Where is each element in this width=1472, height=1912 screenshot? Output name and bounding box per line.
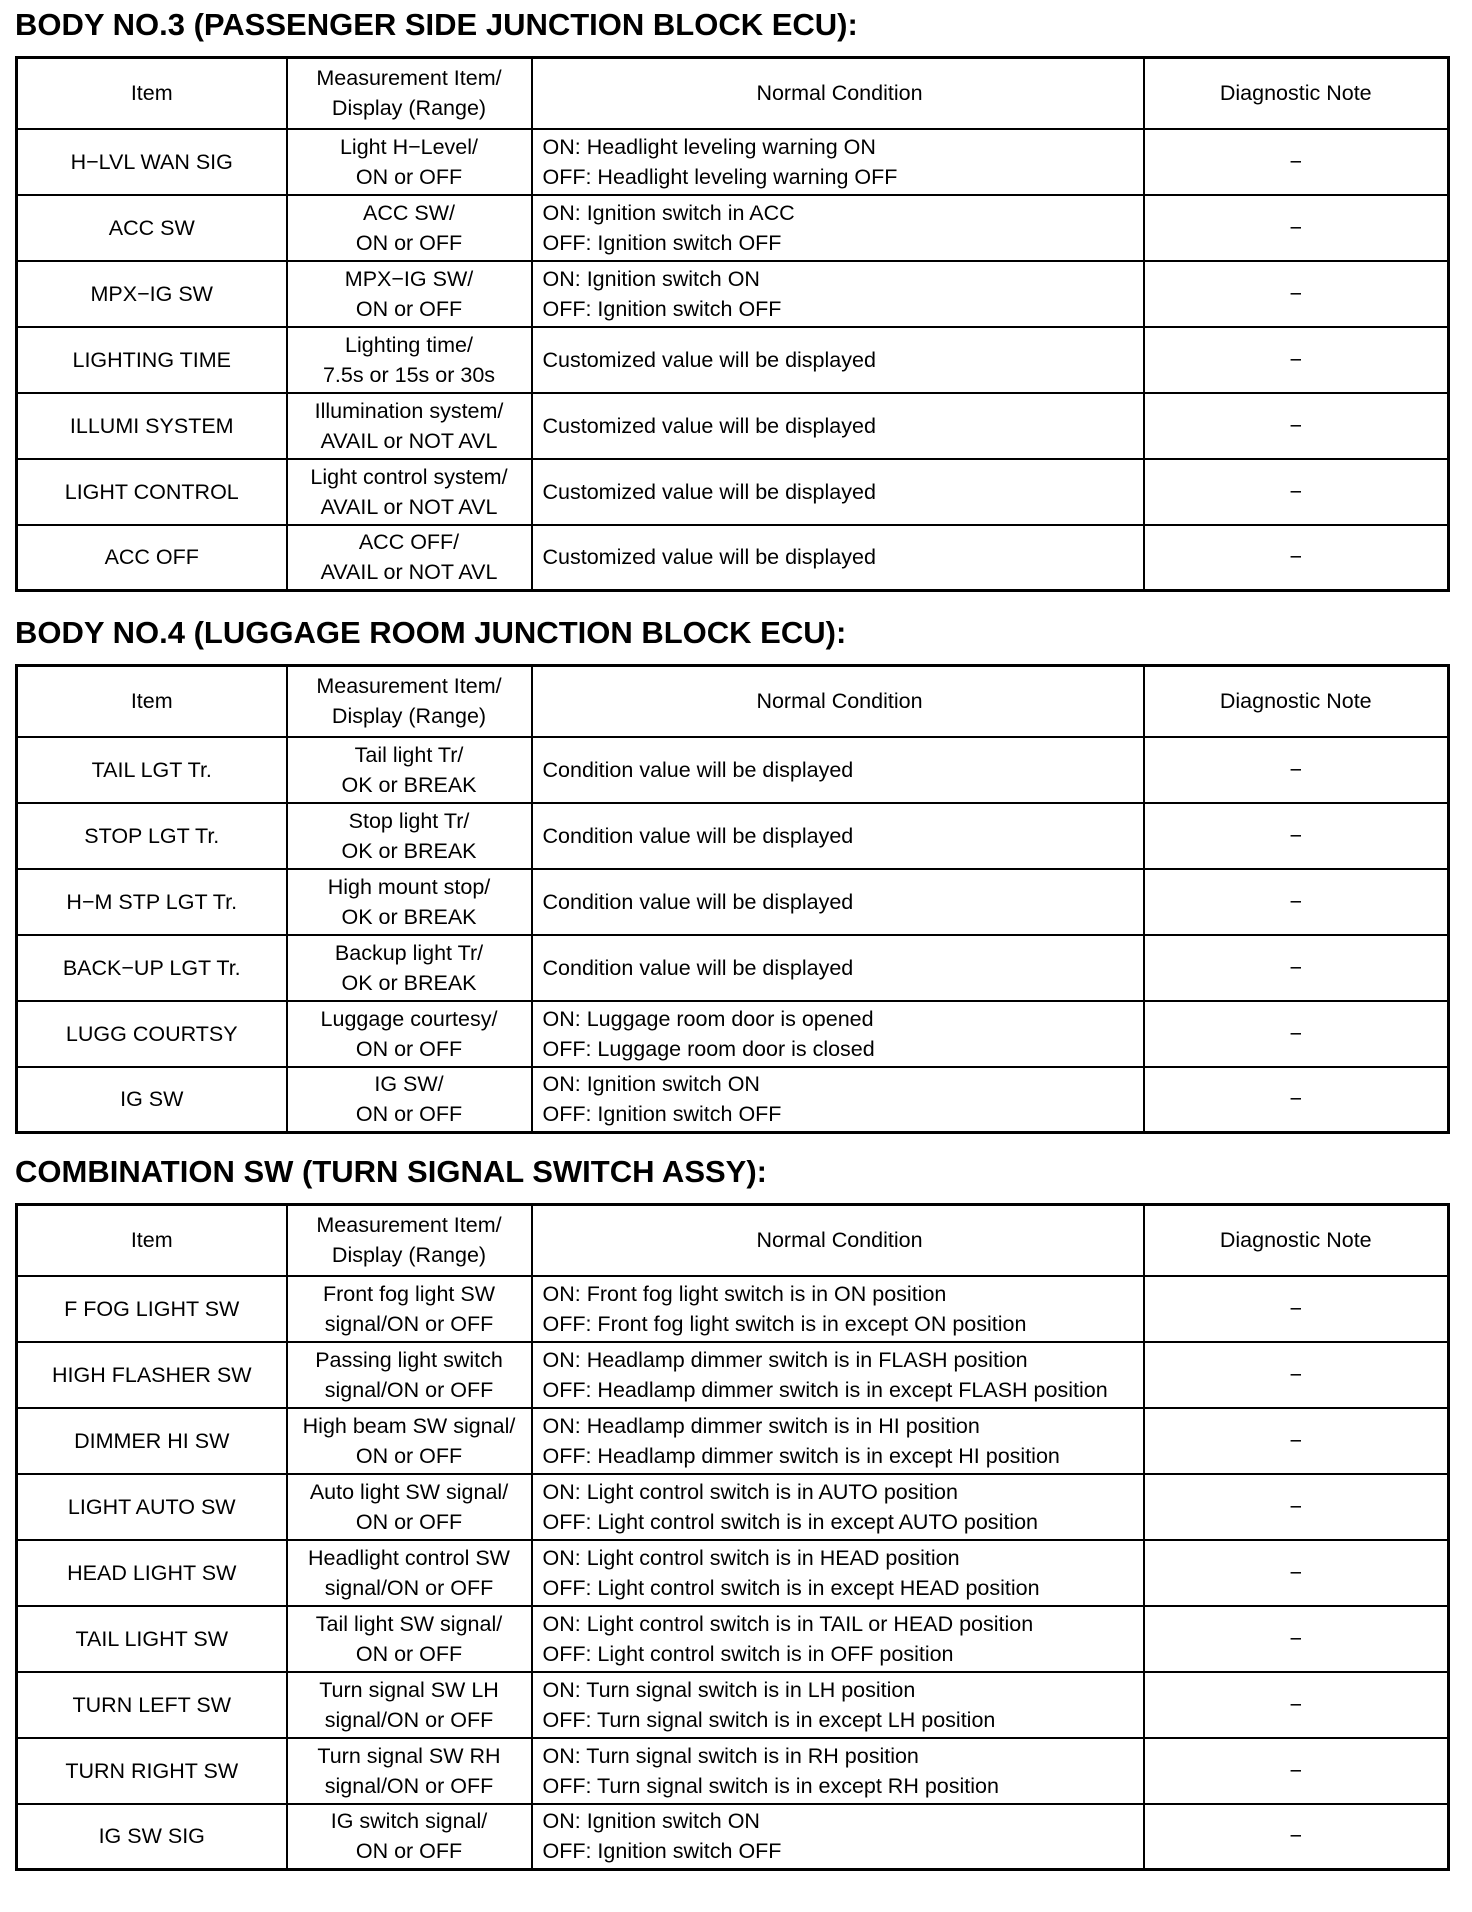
normal-condition-line: ON: Ignition switch ON xyxy=(542,266,760,291)
measurement-line: High beam SW signal/ xyxy=(302,1413,516,1438)
cell-measurement xyxy=(287,1804,532,1870)
header-measurement-line: Display (Range) xyxy=(331,704,487,729)
cell-diagnostic-note: − xyxy=(1144,327,1449,393)
normal-condition-line: Customized value will be displayed xyxy=(542,479,876,504)
normal-condition-line: ON: Ignition switch in ACC xyxy=(542,200,795,225)
cell-normal-condition xyxy=(532,261,1144,327)
measurement-line: OK or BREAK xyxy=(341,772,477,797)
table-row xyxy=(17,935,1449,1001)
cell-item: MPX−IG SW xyxy=(17,261,287,327)
table-header-row xyxy=(17,1205,1449,1276)
cell-measurement xyxy=(287,1672,532,1738)
table-row xyxy=(17,1342,1449,1408)
cell-item: HEAD LIGHT SW xyxy=(17,1540,287,1606)
normal-condition-line: OFF: Ignition switch OFF xyxy=(542,230,782,255)
cell-item: H−M STP LGT Tr. xyxy=(17,869,287,935)
header-item: Item xyxy=(17,1205,287,1276)
cell-diagnostic-note: − xyxy=(1144,1001,1449,1067)
cell-diagnostic-note: − xyxy=(1144,869,1449,935)
table-row xyxy=(17,1672,1449,1738)
cell-item: TURN RIGHT SW xyxy=(17,1738,287,1804)
cell-measurement xyxy=(287,129,532,195)
cell-diagnostic-note: − xyxy=(1144,1672,1449,1738)
measurement-line: Stop light Tr/ xyxy=(348,808,470,833)
normal-condition-line: OFF: Luggage room door is closed xyxy=(542,1036,875,1061)
header-measurement xyxy=(287,1205,532,1276)
cell-measurement xyxy=(287,1606,532,1672)
header-measurement-line: Display (Range) xyxy=(331,96,487,121)
data-list-table xyxy=(15,1203,1450,1871)
measurement-line: ACC OFF/ xyxy=(358,530,460,555)
normal-condition-line: OFF: Headlamp dimmer switch is in except FLASH position xyxy=(542,1377,1108,1402)
cell-diagnostic-note: − xyxy=(1144,1540,1449,1606)
cell-item: TAIL LIGHT SW xyxy=(17,1606,287,1672)
cell-item: LIGHT CONTROL xyxy=(17,459,287,525)
measurement-line: 7.5s or 15s or 30s xyxy=(322,362,496,387)
normal-condition-line: OFF: Turn signal switch is in except LH position xyxy=(542,1707,996,1732)
cell-normal-condition xyxy=(532,525,1144,591)
measurement-line: IG switch signal/ xyxy=(330,1809,488,1834)
cell-item: H−LVL WAN SIG xyxy=(17,129,287,195)
header-measurement-line: Measurement Item/ xyxy=(316,1213,502,1238)
header-measurement-line: Measurement Item/ xyxy=(316,66,502,91)
cell-diagnostic-note: − xyxy=(1144,129,1449,195)
cell-item: BACK−UP LGT Tr. xyxy=(17,935,287,1001)
cell-normal-condition xyxy=(532,1342,1144,1408)
normal-condition-line: ON: Light control switch is in AUTO position xyxy=(542,1479,958,1504)
table-row xyxy=(17,1474,1449,1540)
header-diagnostic-note: Diagnostic Note xyxy=(1144,58,1449,129)
cell-item: LIGHT AUTO SW xyxy=(17,1474,287,1540)
measurement-line: Auto light SW signal/ xyxy=(309,1479,509,1504)
cell-diagnostic-note: − xyxy=(1144,1276,1449,1342)
cell-diagnostic-note: − xyxy=(1144,1067,1449,1133)
normal-condition-line: Condition value will be displayed xyxy=(542,823,854,848)
measurement-line: OK or BREAK xyxy=(341,970,477,995)
normal-condition-line: Condition value will be displayed xyxy=(542,889,854,914)
normal-condition-line: OFF: Ignition switch OFF xyxy=(542,296,782,321)
cell-measurement xyxy=(287,1474,532,1540)
table-row xyxy=(17,459,1449,525)
table-row xyxy=(17,1606,1449,1672)
normal-condition-line: OFF: Front fog light switch is in except ON position xyxy=(542,1311,1027,1336)
cell-normal-condition xyxy=(532,1001,1144,1067)
header-normal-condition: Normal Condition xyxy=(532,1205,1144,1276)
measurement-line: Front fog light SW xyxy=(322,1281,496,1306)
cell-diagnostic-note: − xyxy=(1144,1342,1449,1408)
normal-condition-line: OFF: Light control switch is in OFF position xyxy=(542,1641,954,1666)
table-row xyxy=(17,129,1449,195)
measurement-line: AVAIL or NOT AVL xyxy=(320,560,498,585)
data-list-table xyxy=(15,664,1450,1134)
cell-normal-condition xyxy=(532,1067,1144,1133)
header-normal-condition: Normal Condition xyxy=(532,666,1144,737)
table-row xyxy=(17,261,1449,327)
cell-normal-condition xyxy=(532,459,1144,525)
cell-diagnostic-note: − xyxy=(1144,1606,1449,1672)
cell-normal-condition xyxy=(532,195,1144,261)
measurement-line: OK or BREAK xyxy=(341,838,477,863)
section-title: BODY NO.3 (PASSENGER SIDE JUNCTION BLOCK ECU): xyxy=(15,7,858,42)
measurement-line: Tail light SW signal/ xyxy=(315,1611,503,1636)
measurement-line: OK or BREAK xyxy=(341,904,477,929)
section-title: COMBINATION SW (TURN SIGNAL SWITCH ASSY): xyxy=(15,1154,767,1189)
data-list-table xyxy=(15,56,1450,592)
table-row xyxy=(17,327,1449,393)
cell-item: ACC OFF xyxy=(17,525,287,591)
cell-measurement xyxy=(287,737,532,803)
measurement-line: Lighting time/ xyxy=(345,332,473,357)
cell-measurement xyxy=(287,327,532,393)
cell-normal-condition xyxy=(532,935,1144,1001)
cell-diagnostic-note: − xyxy=(1144,261,1449,327)
header-measurement-line: Measurement Item/ xyxy=(316,674,502,699)
cell-normal-condition xyxy=(532,1540,1144,1606)
cell-normal-condition xyxy=(532,327,1144,393)
normal-condition-line: ON: Headlamp dimmer switch is in FLASH position xyxy=(542,1347,1028,1372)
cell-item: F FOG LIGHT SW xyxy=(17,1276,287,1342)
measurement-line: Light control system/ xyxy=(310,464,508,489)
cell-item: LIGHTING TIME xyxy=(17,327,287,393)
measurement-line: High mount stop/ xyxy=(327,874,491,899)
normal-condition-line: ON: Light control switch is in TAIL or HEAD position xyxy=(542,1611,1034,1636)
header-measurement xyxy=(287,58,532,129)
measurement-line: ON or OFF xyxy=(355,1036,463,1061)
cell-measurement xyxy=(287,803,532,869)
measurement-line: ACC SW/ xyxy=(363,200,455,225)
header-measurement xyxy=(287,666,532,737)
table-row xyxy=(17,1067,1449,1133)
measurement-line: signal/ON or OFF xyxy=(324,1773,494,1798)
cell-measurement xyxy=(287,1001,532,1067)
measurement-line: ON or OFF xyxy=(355,1102,463,1127)
cell-measurement xyxy=(287,459,532,525)
measurement-line: ON or OFF xyxy=(355,1839,463,1864)
measurement-line: MPX−IG SW/ xyxy=(344,266,474,291)
normal-condition-line: Condition value will be displayed xyxy=(542,757,854,782)
measurement-line: ON or OFF xyxy=(355,1641,463,1666)
cell-normal-condition xyxy=(532,1804,1144,1870)
cell-normal-condition xyxy=(532,129,1144,195)
measurement-line: signal/ON or OFF xyxy=(324,1707,494,1732)
cell-diagnostic-note: − xyxy=(1144,737,1449,803)
section-title: BODY NO.4 (LUGGAGE ROOM JUNCTION BLOCK ECU): xyxy=(15,615,847,650)
normal-condition-line: ON: Luggage room door is opened xyxy=(542,1006,874,1031)
table-row xyxy=(17,525,1449,591)
measurement-line: AVAIL or NOT AVL xyxy=(320,428,498,453)
cell-diagnostic-note: − xyxy=(1144,1738,1449,1804)
cell-diagnostic-note: − xyxy=(1144,393,1449,459)
cell-normal-condition xyxy=(532,1276,1144,1342)
measurement-line: Illumination system/ xyxy=(314,398,504,423)
normal-condition-line: Customized value will be displayed xyxy=(542,545,876,570)
measurement-line: signal/ON or OFF xyxy=(324,1311,494,1336)
table-row xyxy=(17,803,1449,869)
cell-normal-condition xyxy=(532,737,1144,803)
table-row xyxy=(17,1804,1449,1870)
cell-item: HIGH FLASHER SW xyxy=(17,1342,287,1408)
cell-item: IG SW SIG xyxy=(17,1804,287,1870)
table-row xyxy=(17,1408,1449,1474)
normal-condition-line: OFF: Turn signal switch is in except RH position xyxy=(542,1773,999,1798)
measurement-line: ON or OFF xyxy=(355,1509,463,1534)
measurement-line: Headlight control SW xyxy=(308,1545,510,1570)
measurement-line: AVAIL or NOT AVL xyxy=(320,494,498,519)
cell-diagnostic-note: − xyxy=(1144,1408,1449,1474)
measurement-line: Backup light Tr/ xyxy=(334,940,484,965)
normal-condition-line: ON: Turn signal switch is in RH position xyxy=(542,1743,919,1768)
normal-condition-line: ON: Headlamp dimmer switch is in HI position xyxy=(542,1413,980,1438)
cell-item: STOP LGT Tr. xyxy=(17,803,287,869)
cell-item: ILLUMI SYSTEM xyxy=(17,393,287,459)
table-row xyxy=(17,737,1449,803)
cell-diagnostic-note: − xyxy=(1144,1474,1449,1540)
cell-diagnostic-note: − xyxy=(1144,525,1449,591)
cell-measurement xyxy=(287,1738,532,1804)
cell-measurement xyxy=(287,1067,532,1133)
normal-condition-line: OFF: Ignition switch OFF xyxy=(542,1102,782,1127)
header-normal-condition: Normal Condition xyxy=(532,58,1144,129)
normal-condition-line: OFF: Ignition switch OFF xyxy=(542,1839,782,1864)
cell-item: LUGG COURTSY xyxy=(17,1001,287,1067)
cell-measurement xyxy=(287,195,532,261)
cell-measurement xyxy=(287,261,532,327)
cell-measurement xyxy=(287,393,532,459)
header-item: Item xyxy=(17,58,287,129)
normal-condition-line: ON: Ignition switch ON xyxy=(542,1072,760,1097)
normal-condition-line: OFF: Light control switch is in except AUTO position xyxy=(542,1509,1038,1534)
measurement-line: Light H−Level/ xyxy=(339,134,479,159)
normal-condition-line: Customized value will be displayed xyxy=(542,347,876,372)
header-measurement-line: Display (Range) xyxy=(331,1243,487,1268)
table-row xyxy=(17,1276,1449,1342)
cell-measurement xyxy=(287,1540,532,1606)
normal-condition-line: OFF: Headlamp dimmer switch is in except HI position xyxy=(542,1443,1060,1468)
cell-diagnostic-note: − xyxy=(1144,459,1449,525)
cell-measurement xyxy=(287,1276,532,1342)
cell-item: TURN LEFT SW xyxy=(17,1672,287,1738)
measurement-line: Tail light Tr/ xyxy=(354,742,464,767)
table-header-row xyxy=(17,58,1449,129)
cell-item: ACC SW xyxy=(17,195,287,261)
cell-normal-condition xyxy=(532,1408,1144,1474)
measurement-line: IG SW/ xyxy=(374,1072,444,1097)
cell-measurement xyxy=(287,525,532,591)
cell-diagnostic-note: − xyxy=(1144,195,1449,261)
table-row xyxy=(17,1738,1449,1804)
cell-normal-condition xyxy=(532,1606,1144,1672)
cell-normal-condition xyxy=(532,869,1144,935)
cell-diagnostic-note: − xyxy=(1144,1804,1449,1870)
cell-normal-condition xyxy=(532,803,1144,869)
table-row xyxy=(17,195,1449,261)
measurement-line: ON or OFF xyxy=(355,1443,463,1468)
table-row xyxy=(17,1540,1449,1606)
header-diagnostic-note: Diagnostic Note xyxy=(1144,666,1449,737)
cell-measurement xyxy=(287,1342,532,1408)
measurement-line: ON or OFF xyxy=(355,164,463,189)
normal-condition-line: Customized value will be displayed xyxy=(542,413,876,438)
normal-condition-line: ON: Light control switch is in HEAD position xyxy=(542,1545,960,1570)
normal-condition-line: ON: Ignition switch ON xyxy=(542,1809,760,1834)
measurement-line: Passing light switch xyxy=(315,1347,503,1372)
table-row xyxy=(17,1001,1449,1067)
cell-item: DIMMER HI SW xyxy=(17,1408,287,1474)
measurement-line: Turn signal SW LH xyxy=(319,1677,499,1702)
cell-normal-condition xyxy=(532,393,1144,459)
normal-condition-line: ON: Headlight leveling warning ON xyxy=(542,134,876,159)
measurement-line: signal/ON or OFF xyxy=(324,1575,494,1600)
cell-measurement xyxy=(287,869,532,935)
cell-diagnostic-note: − xyxy=(1144,803,1449,869)
cell-measurement xyxy=(287,1408,532,1474)
cell-item: IG SW xyxy=(17,1067,287,1133)
measurement-line: ON or OFF xyxy=(355,296,463,321)
normal-condition-line: ON: Front fog light switch is in ON position xyxy=(542,1281,947,1306)
table-header-row xyxy=(17,666,1449,737)
cell-item: TAIL LGT Tr. xyxy=(17,737,287,803)
table-row xyxy=(17,393,1449,459)
normal-condition-line: OFF: Light control switch is in except HEAD position xyxy=(542,1575,1040,1600)
cell-normal-condition xyxy=(532,1474,1144,1540)
cell-diagnostic-note: − xyxy=(1144,935,1449,1001)
table-row xyxy=(17,869,1449,935)
cell-normal-condition xyxy=(532,1738,1144,1804)
header-item: Item xyxy=(17,666,287,737)
measurement-line: signal/ON or OFF xyxy=(324,1377,494,1402)
normal-condition-line: OFF: Headlight leveling warning OFF xyxy=(542,164,898,189)
measurement-line: ON or OFF xyxy=(355,230,463,255)
cell-measurement xyxy=(287,935,532,1001)
normal-condition-line: Condition value will be displayed xyxy=(542,955,854,980)
measurement-line: Luggage courtesy/ xyxy=(320,1006,498,1031)
cell-normal-condition xyxy=(532,1672,1144,1738)
normal-condition-line: ON: Turn signal switch is in LH position xyxy=(542,1677,916,1702)
header-diagnostic-note: Diagnostic Note xyxy=(1144,1205,1449,1276)
measurement-line: Turn signal SW RH xyxy=(317,1743,501,1768)
